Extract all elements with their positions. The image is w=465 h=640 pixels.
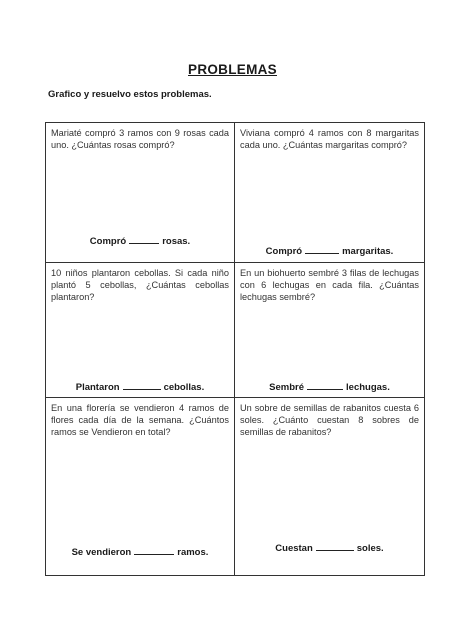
answer-suffix: soles. [356, 543, 384, 554]
answer-suffix: cebollas. [163, 382, 205, 393]
answer-blank[interactable] [129, 235, 159, 244]
problem-cell-2 [235, 123, 424, 263]
answer-prefix: Plantaron [75, 382, 120, 393]
answer-line [235, 381, 424, 393]
problem-cell-6 [235, 398, 424, 575]
answer-blank[interactable] [305, 245, 339, 254]
answer-suffix: ramos. [177, 547, 209, 558]
answer-prefix: Sembré [269, 382, 305, 393]
instruction-text: Grafico y resuelvo estos problemas. [48, 89, 212, 100]
answer-suffix: rosas. [162, 236, 191, 247]
answer-line [46, 546, 234, 558]
problem-cell-3 [46, 263, 235, 398]
answer-prefix: Cuestan [275, 543, 313, 554]
problem-cell-5 [46, 398, 235, 575]
problem-cell-4 [235, 263, 424, 398]
answer-line [235, 245, 424, 257]
answer-line [46, 235, 234, 247]
answer-suffix: margaritas. [342, 246, 394, 257]
problems-grid [45, 122, 425, 576]
answer-line [46, 381, 234, 393]
problem-text: 10 niños plantaron cebollas. Si cada niño plantó 5 cebollas, ¿Cuántas cebollas plantaron? [51, 268, 229, 302]
answer-blank[interactable] [123, 381, 161, 390]
answer-line [235, 542, 424, 554]
answer-prefix: Compró [89, 236, 127, 247]
page-title: PROBLEMAS [188, 62, 277, 77]
problem-text: Viviana compró 4 ramos con 8 margaritas cada uno. ¿Cuántas margaritas compró? [240, 128, 419, 150]
problem-text: En una florería se vendieron 4 ramos de flores cada día de la semana. ¿Cuántos ramos se Vendieron en total? [51, 403, 229, 437]
problem-cell-1 [46, 123, 235, 263]
answer-suffix: lechugas. [346, 382, 390, 393]
answer-blank[interactable] [316, 542, 354, 551]
answer-blank[interactable] [134, 546, 174, 555]
problem-text: En un biohuerto sembré 3 filas de lechugas con 6 lechugas en cada fila. ¿Cuántas lechugas sembré? [240, 268, 419, 302]
answer-prefix: Compró [265, 246, 303, 257]
answer-blank[interactable] [307, 381, 343, 390]
answer-prefix: Se vendieron [71, 547, 132, 558]
problem-text: Mariaté compró 3 ramos con 9 rosas cada uno. ¿Cuántas rosas compró? [51, 128, 229, 150]
problem-text: Un sobre de semillas de rabanitos cuesta 6 soles. ¿Cuánto cuestan 8 sobres de semillas de rabanitos? [240, 403, 419, 437]
